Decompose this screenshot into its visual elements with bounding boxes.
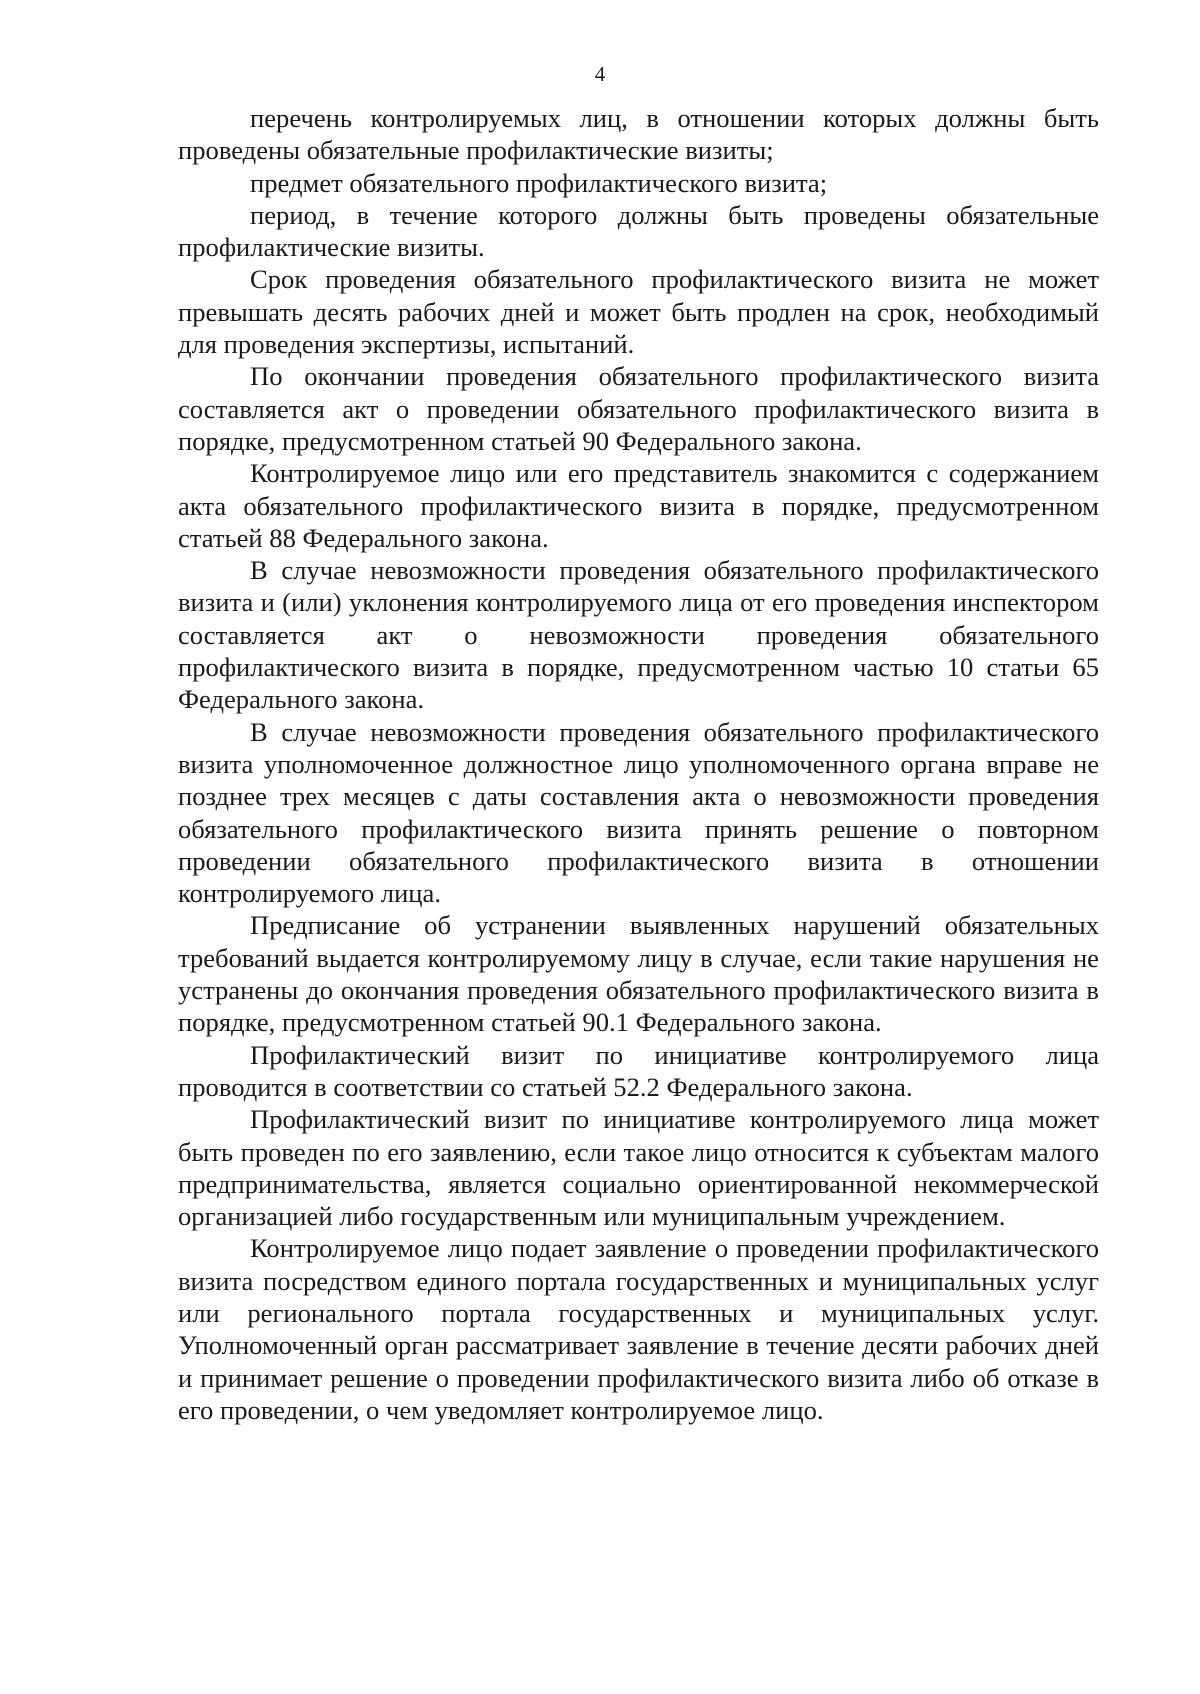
paragraph: период, в течение которого должны быть проведены обязательные профилактические визиты. [178, 199, 1099, 263]
paragraph: предмет обязательного профилактического визита; [250, 167, 828, 198]
paragraph: Предписание об устранении выявленных нарушений обязательных требований выдается контролируемому лицу в случае, если такие нарушения не устранены до окончания проведения обязательного профилактического визита в порядке, предусмотренном статьей 90.1 Федерального закона. [178, 910, 1099, 1038]
paragraph: По окончании проведения обязательного профилактического визита составляется акт о проведении обязательного профилактического визита в порядке, предусмотренном статьей 90 Федерального закона. [178, 361, 1099, 456]
paragraph: В случае невозможности проведения обязательного профилактического визита уполномоченное должностное лицо уполномоченного органа вправе не позднее трех месяцев с даты составления акта о невозможности проведения обязательного профилактического визита принять решение о повторном проведении обязательного профилактического визита в отношении контролируемого лица. [178, 716, 1099, 909]
paragraph: Контролируемое лицо или его представитель знакомится с содержанием акта обязательного профилактического визита в порядке, предусмотренном статьей 88 Федерального закона. [178, 458, 1099, 553]
paragraph: Профилактический визит по инициативе контролируемого лица проводится в соответствии со статьей 52.2 Федерального закона. [178, 1039, 1099, 1102]
paragraph: Срок проведения обязательного профилактического визита не может превышать десять рабочих дней и может быть продлен на срок, необходимый для проведения экспертизы, испытаний. [178, 264, 1099, 360]
paragraph: перечень контролируемых лиц, в отношении которых должны быть проведены обязательные профилактические визиты; [178, 103, 1099, 166]
document-body [178, 102, 1099, 1426]
paragraph: Контролируемое лицо подает заявление о проведении профилактического визита посредством единого портала государственных и муниципальных услуг или регионального портала государственных и муниципальных услуг. Уполномоченный орган рассматривает заявление в течение десяти рабочих дней и принимает решение о проведении профилактического визита либо об отказе в его проведении, о чем уведомляет контролируемое лицо. [178, 1233, 1099, 1425]
paragraph: Профилактический визит по инициативе контролируемого лица может быть проведен по его заявлению, если такое лицо относится к субъектам малого предпринимательства, является социально ориентированной некоммерческой организацией либо государственным или муниципальным учреждением. [178, 1104, 1099, 1232]
page-number: 4 [594, 62, 606, 86]
paragraph: В случае невозможности проведения обязательного профилактического визита и (или) уклонения контролируемого лица от его проведения инспектором составляется акт о невозможности проведения обязательного профилактического визита в порядке, предусмотренном частью 10 статьи 65 Федерального закона. [178, 555, 1099, 715]
